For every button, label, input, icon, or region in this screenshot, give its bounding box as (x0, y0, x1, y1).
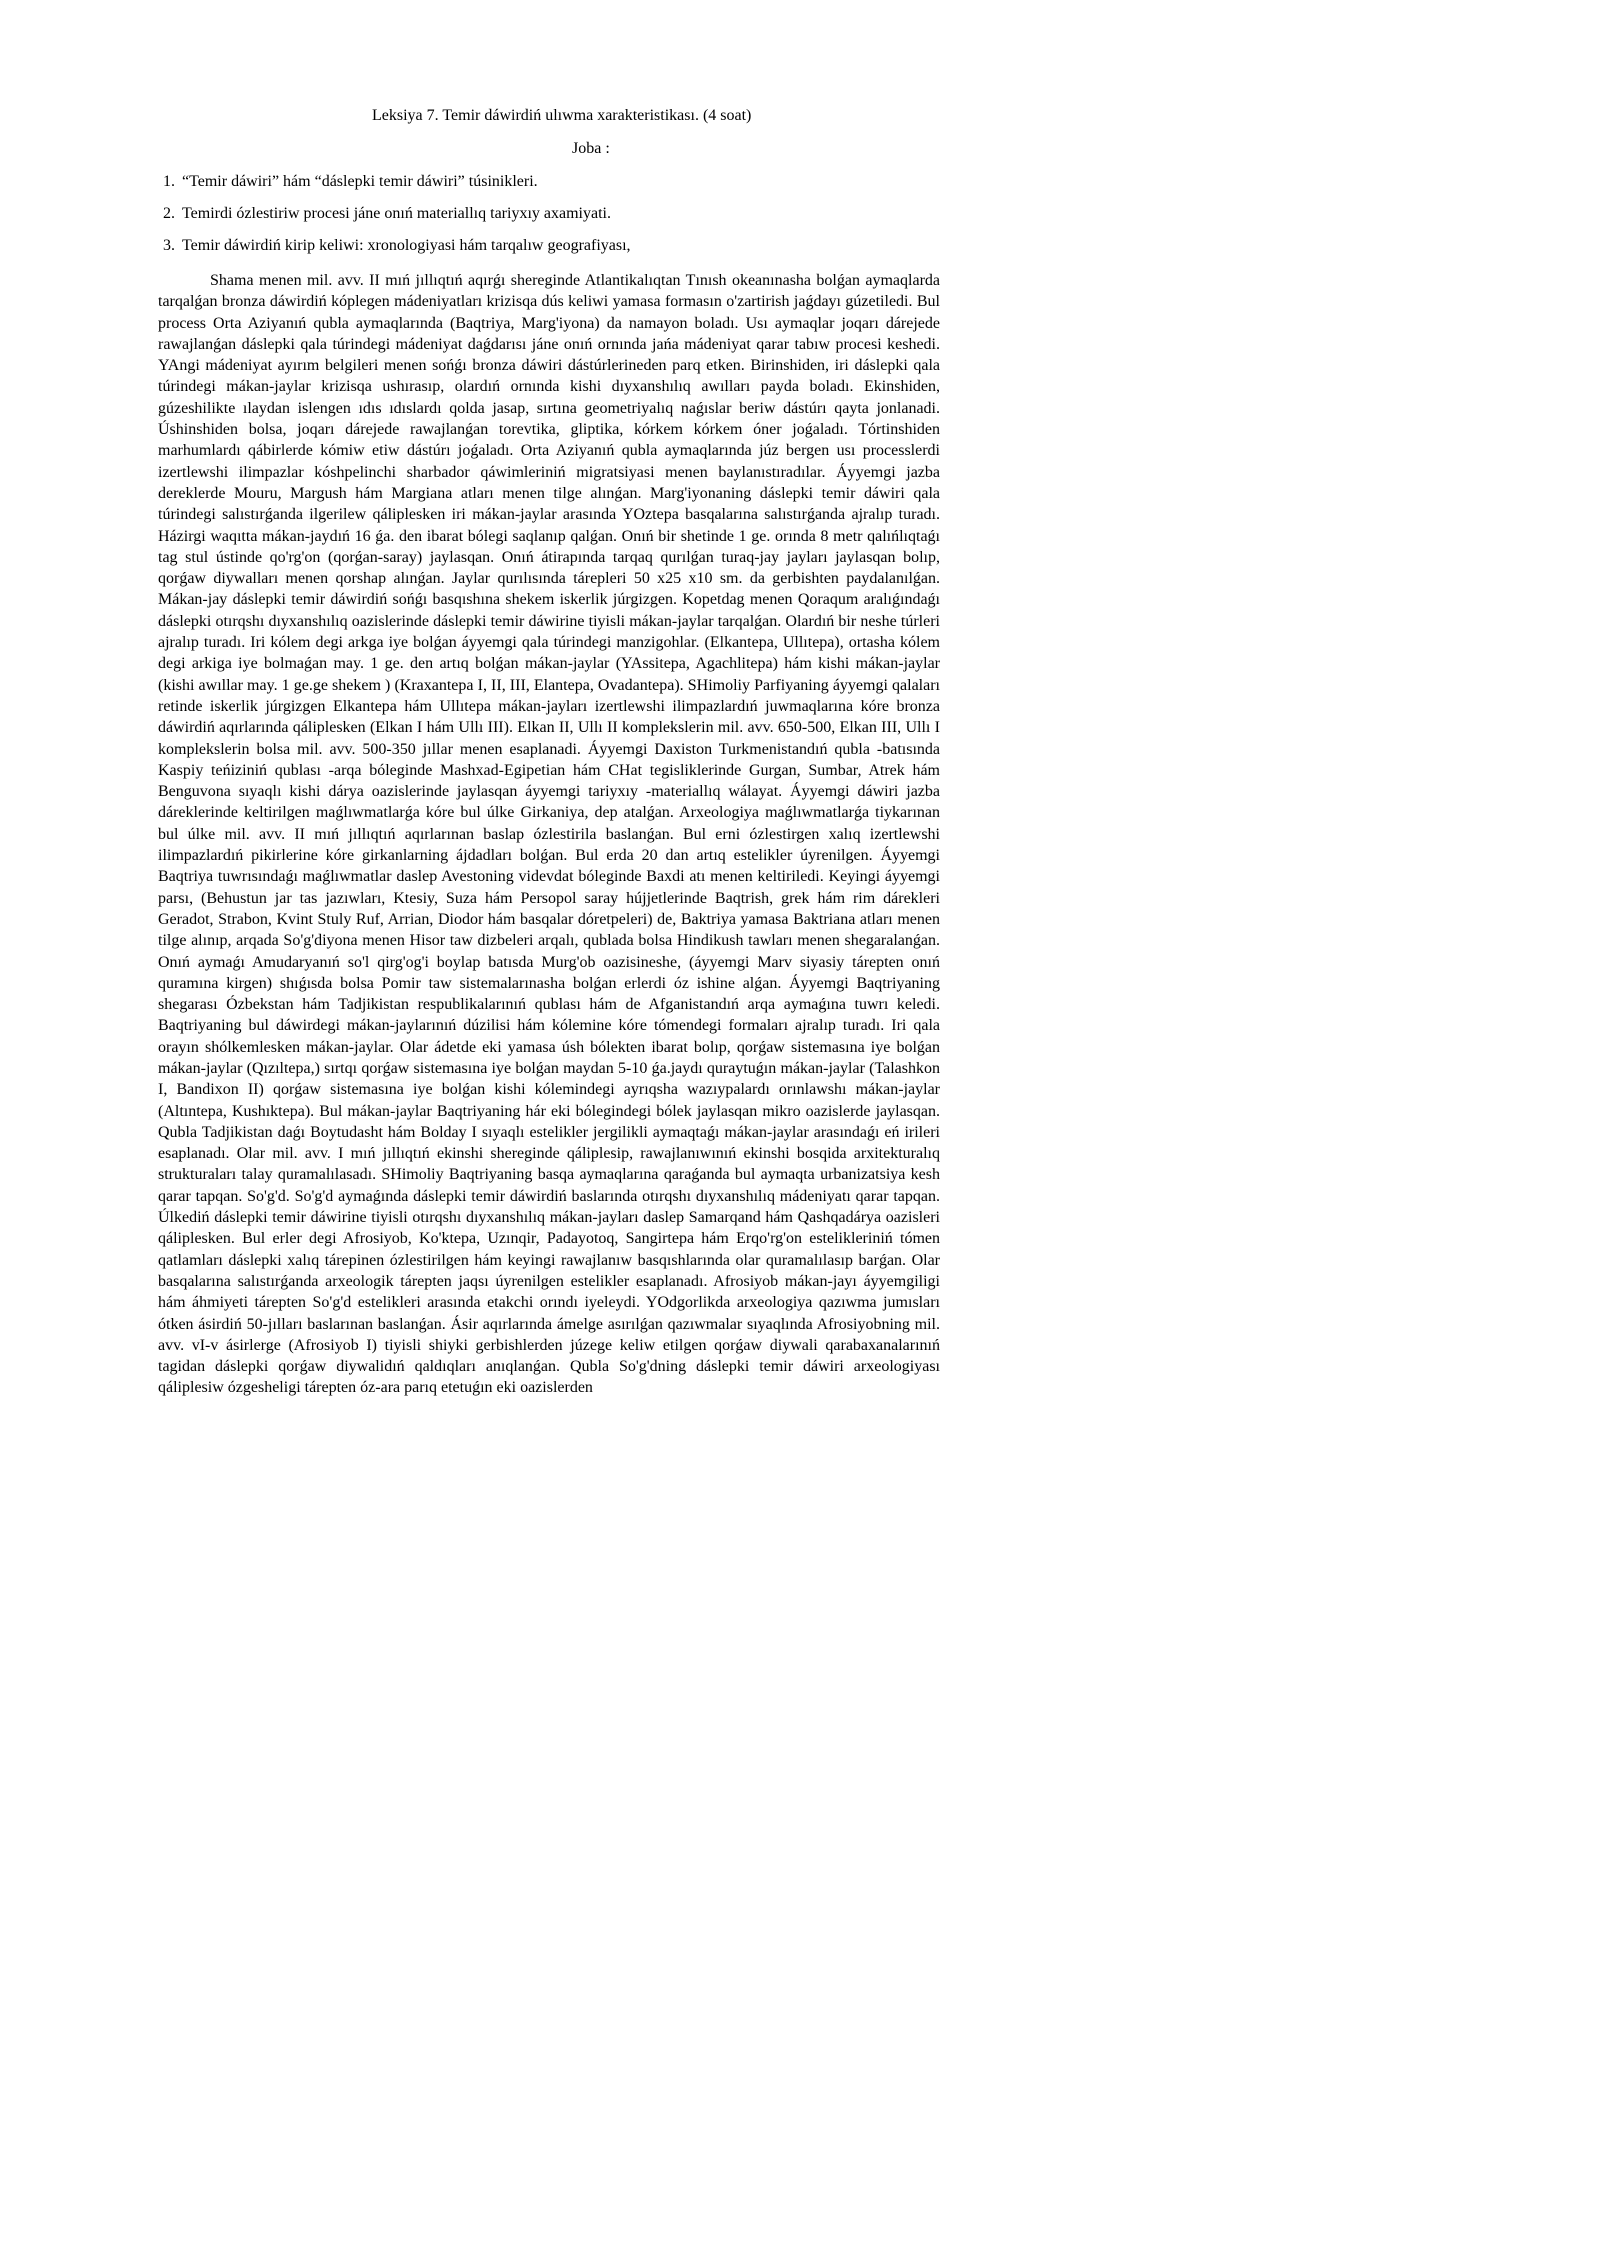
plan-item-text: “Temir dáwiri” hám “dáslepki temir dáwiri” túsinikleri. (182, 173, 538, 190)
body-paragraph: Shama menen mil. avv. II mıń jıllıqtıń aqırǵı shereginde Atlantikalıqtan Tınısh okeanınasha bolǵan aymaqlarda tarqalǵan bronza dáwirdiń kóplegen mádeniyatları krizisqa dús keliwi yamasa formasın o'zartirish jaǵdayı gúzetiledi. Bul process Orta Aziyanıń qubla aymaqlarında (Baqtriya, Marg'iyona) da namayon boladı. Usı aymaqlar joqarı dárejede rawajlanǵan dáslepki qala túrindegi mádeniyat daǵdarısı jáne onıń ornında jańa mádeniyat qarar tabıw procesi keshedi. YAngi mádeniyat ayırım belgileri menen sońǵı bronza dáwiri dástúrlerineden parq etken. Birinshiden, iri dáslepki qala túrindegi mákan-jaylar krizisqa ushırasıp, olardıń ornında kishi dıyxanshılıq awılları payda boladı. Ekinshiden, gúzeshilikte ılaydan islengen ıdıs ıdıslardı qolda jasap, sırtına geometriyalıq naǵıslar beriw dástúrı qayta jonlanadi. Úshinshiden bolsa, joqarı dárejede rawajlanǵan torevtika, gliptika, kórkem kórkem óner joǵaladı. Tórtinshiden marhumlardı qábirlerde kómiw etiw dástúrı joǵaladı. Orta Aziyanıń qubla aymaqlarında júz bergen usı processlerdi izertlewshi ilimpazlar kóshpelinchi sharbador qáwimleriniń migratsiyasi menen baylanıstıradılar. Áyyemgi jazba dereklerde Mouru, Margush hám Margiana atları menen tilge alınǵan. Marg'iyonaning dáslepki temir dáwiri qala túrindegi salıstırǵanda ilgerilew qáliplesken iri mákan-jaylar arasında YOztepa basqalarına salıstırǵanda ajralıp turadı. Házirgi waqıtta mákan-jaydıń 16 ǵa. den ibarat bólegi saqlanıp qalǵan. Onıń bir shetinde 1 ge. orında 8 metr qalıńlıqtaǵı tag stul ústinde qo'rg'on (qorǵan-saray) jaylasqan. Onıń átirapında tarqaq qurılǵan turaq-jay jayları jaylasqan bolıp, qorǵaw diywalları menen qorshap alınǵan. Jaylar qurılısında tárepleri 50 x25 x10 sm. da gerbishten paydalanılǵan. Mákan-jay dáslepki temir dáwirdiń sońǵı basqıshına shekem iskerlik júrgizgen. Kopetdag menen Qoraqum aralıǵındaǵı dáslepki otırqshı dıyxanshılıq oazislerinde dáslepki temir dáwirine tiyisli mákan-jaylar tarqalǵan. Olardıń bir neshe túrleri ajralıp turadı. Iri kólem degi arkga iye bolǵan áyyemgi qala túrindegi manzigohlar. (Elkantepa, Ullıtepa), ortasha kólem degi arkiga iye bolmaǵan may. 1 ge. den artıq bolǵan mákan-jaylar (YAssitepa, Agachlitepa) hám kishi mákan-jaylar (kishi awıllar may. 1 ge.ge shekem ) (Kraxantepa I, II, III, Elantepa, Ovadantepa). SHimoliy Parfiyaning áyyemgi qalaları retinde iskerlik júrgizgen Elkantepa hám Ullıtepa mákan-jayları izertlewshi ilimpazlardıń juwmaqlarına kóre bronza dáwirdiń aqırlarında qáliplesken (Elkan I hám Ullı III). Elkan II, Ullı II komplekslerin mil. avv. 650-500, Elkan III, Ullı I komplekslerin bolsa mil. avv. 500-350 jıllar menen esaplanadi. Áyyemgi Daxiston Turkmenistandıń qubla -batısında Kaspiy teńiziniń qublası -arqa bóleginde Mashxad-Egipetian hám CHat tegisliklerinde Gurgan, Sumbar, Atrek hám Benguvona sıyaqlı kishi dárya oazislerinde jaylasqan áyyemgi tariyxıy -materiallıq wálayat. Áyyemgi dáwiri jazba dáreklerinde keltirilgen maǵlıwmatlarǵa kóre bul úlke Girkaniya, dep atalǵan. Arxeologiya maǵlıwmatlarǵa tiykarınan bul úlke mil. avv. II mıń jıllıqtıń aqırlarınan baslap ózlestirila baslanǵan. Bul erni ózlestirgen xalıq izertlewshi ilimpazlardıń pikirlerine kóre girkanlarning ájdadları bolǵan. Bul erda 20 dan artıq estelikler úyrenilgen. Áyyemgi Baqtriya tuwrısındaǵı maǵlıwmatlar daslep Avestoning videvdat bóleginde Baxdi atı menen keltiriledi. Keyingi áyyemgi parsı, (Behustun jar tas jazıwları, Ktesiy, Suza hám Persopol saray hújjetlerinde Baqtrish, grek hám rim dárekleri Geradot, Strabon, Kvint Stuly Ruf, Arrian, Diodor hám basqalar dóretpeleri) de, Baktriya yamasa Baktriana atları menen tilge alınıp, arqada So'g'diyona menen Hisor taw dizbeleri arqalı, qublada bolsa Hindikush tawları menen shegaralanǵan. Onıń aymaǵı Amudaryanıń so'l qirg'og'i boylap batısda Murg'ob oazisineshe, (áyyemgi Marv siyasiy tárepten onıń quramına kirgen) shıǵısda bolsa Pomir taw sistemalarınasha bolǵan erlerdi óz ishine alǵan. Áyyemgi Baqtriyaning shegarası Ózbekstan hám Tadjikistan respublikalarınıń qublası hám de Afganistandıń arqa aymaǵına tuwrı keledi. Baqtriyaning bul dáwirdegi mákan-jaylarınıń dúzilisi hám kólemine kóre tómendegi formaları ajralıp turadı. Iri qala orayın shólkemlesken mákan-jaylar. Olar ádetde eki yamasa úsh bólekten ibarat bolıp, qorǵaw sistemasına iye bolǵan mákan-jaylar (Qızıltepa,) sırtqı qorǵaw sistemasına iye bolǵan maydan 5-10 ǵa.jaydı quraytuǵın mákan-jaylar (Talashkon I, Bandixon II) qorǵaw sistemasına iye bolǵan kishi kólemindegi ayrıqsha wazıypalardı orınlawshı mákan-jaylar (Altıntepa, Kushıktepa). Bul mákan-jaylar Baqtriyaning hár eki bólegindegi bólek jaylasqan mikro oazislerde jaylasqan. Qubla Tadjikistan daǵı Boytudasht hám Bolday I sıyaqlı estelikler jergilikli aymaqtaǵı mákan-jaylar arasındaǵı eń irileri esaplanadı. Olar mil. avv. I mıń jıllıqtıń ekinshi shereginde qáliplesip, rawajlanıwınıń ekinshi bosqida arxitekturalıq strukturaları talay quramalılasadı. SHimoliy Baqtriyaning basqa aymaqlarına qaraǵanda bul aymaqta urbanizatsiya kesh qarar tapqan. So'g'd. So'g'd aymaǵında dáslepki temir dáwirdiń baslarında otırqshı dıyxanshılıq mádeniyatı qarar tapqan. Úlkediń dáslepki temir dáwirine tiyisli otırqshı dıyxanshılıq mákan-jayları daslep Samarqand hám Qashqadárya oazisleri qáliplesken. Bul erler degi Afrosiyob, Ko'ktepa, Uzınqir, Padayotoq, Sangirtepa hám Erqo'rg'on estelikleriniń tómen qatlamları dáslepki xalıq tárepinen ózlestirilgen hám keyingi rawajlanıw basqıshlarında olar quramalılasıp barǵan. Olar basqalarına salıstırǵanda arxeologik tárepten jaqsı úyrenilgen estelikler esaplanadı. Afrosiyob mákan-jayı áyyemgiligi hám áhmiyeti tárepten So'g'd estelikleri arasında etakchi orındı iyeleydi. YOdgorlikda arxeologiya qazıwma jumısları ótken ásirdiń 50-jılları baslarınan baslanǵan. Ásir aqırlarında ámelge asırılǵan qazıwmalar sıyaqlında Afrosiyobning mil. avv. vI-v ásirlerge (Afrosiyob I) tiyisli shiyki gerbishlerden júzege keliw etilgen qorǵaw diywali qarabaxanalarınıń tagidan dáslepki qorǵaw diywalidıń qaldıqları anıqlanǵan. Qubla So'g'dning dáslepki temir dáwiri arxeologiyası qáliplesiw ózgesheligi tárepten óz-ara parıq etetuǵın eki oazislerden (158, 272, 940, 1397)
plan-item-number: 2. (163, 205, 175, 222)
plan-label: Joba : (572, 140, 610, 157)
plan-item (163, 236, 631, 268)
plan-item-number: 3. (163, 237, 175, 254)
plan-item-text: Temirdi ózlestiriw procesi jáne onıń materiallıq tariyxıy axamiyati. (182, 205, 611, 222)
plan-item-number: 1. (163, 173, 175, 190)
plan-list (163, 172, 631, 268)
plan-item (163, 172, 631, 204)
plan-item-text: Temir dáwirdiń kirip keliwi: xronologiyasi hám tarqalıw geografiyası, (182, 237, 631, 254)
lecture-title: Leksiya 7. Temir dáwirdiń ulıwma xarakteristikası. (4 soat) (372, 107, 752, 124)
document-page (0, 0, 1100, 1556)
plan-item (163, 204, 631, 236)
